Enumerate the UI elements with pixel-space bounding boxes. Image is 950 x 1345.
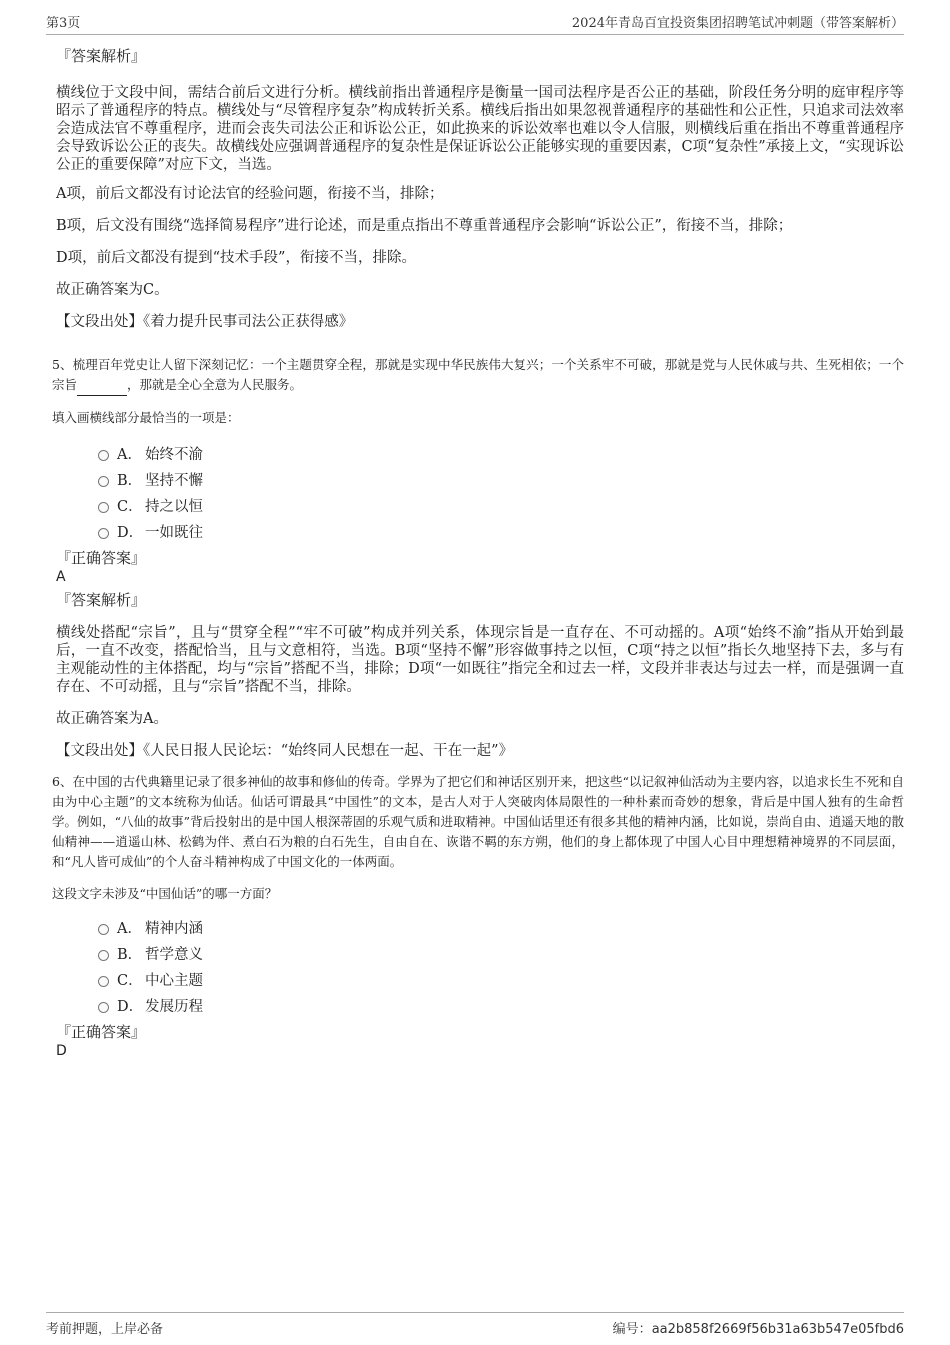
page-header: [46, 12, 904, 35]
option-a[interactable]: A． 始终不渝: [98, 440, 904, 466]
question-4-analysis: [56, 46, 904, 331]
correct-answer: D: [56, 1043, 67, 1059]
option-list: [56, 914, 904, 1018]
source-citation: 【文段出处】《人民日报人民论坛：“始终同人民想在一起、干在一起”》: [56, 743, 514, 759]
analysis-text: 横线处搭配“宗旨”，且与“贯穿全程”“牢不可破”构成并列关系，体现宗旨是一直存在、不可动摇的。A项“始终不渝”指从开始到最后，一直不改变，搭配恰当，且与文意相符，当选。B项“坚持不懈”形容做事持之以恒，C项“持之以恒”指长久地坚持下去，多与有主观能动性的主体搭配，均与“宗旨”搭配不当，排除；D项“一如既往”指完全和过去一样，文段并非表达与过去一样，而是强调一直存在、不可动摇，且与“宗旨”搭配不当，排除。: [56, 625, 904, 695]
question-stem: [52, 355, 904, 396]
radio-button[interactable]: [98, 1002, 109, 1013]
radio-button[interactable]: [98, 528, 109, 539]
question-6: [52, 772, 904, 1060]
radio-button[interactable]: [98, 476, 109, 487]
option-b-analysis: B项，后文没有围绕“选择简易程序”进行论述，而是重点指出不尊重普通程序会影响“诉讼公正”，衔接不当，排除；: [56, 218, 793, 234]
radio-button[interactable]: [98, 924, 109, 935]
question-prompt: 这段文字未涉及“中国仙话”的哪一方面？: [52, 886, 278, 901]
correct-answer: A: [56, 569, 66, 585]
radio-button[interactable]: [98, 502, 109, 513]
option-d[interactable]: D． 一如既往: [98, 518, 904, 544]
document-code: 编号：aa2b858f2669f56b31a63b547e05fbd6: [612, 1322, 904, 1337]
option-a[interactable]: A． 精神内涵: [98, 914, 904, 940]
source-citation: 【文段出处】《着力提升民事司法公正获得感》: [56, 314, 354, 330]
analysis-text: 横线位于文段中间，需结合前后文进行分析。横线前指出普通程序是衡量一国司法程序是否公正的基础，阶段任务分明的庭审程序等昭示了普通程序的特点。横线处与“尽管程序复杂”构成转折关系。横线后指出如果忽视普通程序的基础性和公正性，只追求司法效率会造成法官不尊重程序，进而会丧失司法公正和诉讼公正，如此换来的诉讼效率也难以令人信服，则横线后重在指出不尊重普通程序会导致诉讼公正的丧失。故横线处应强调普通程序的复杂性是保证诉讼公正能够实现的重要因素，C项“复杂性”承接上文，“实现诉讼公正的重要保障”对应下文，当选。: [56, 85, 904, 173]
radio-button[interactable]: [98, 450, 109, 461]
page-content: [52, 44, 904, 1060]
analysis-label: 『答案解析』: [56, 591, 147, 609]
stem-after-blank: ，那就是全心全意为人民服务。: [127, 377, 303, 392]
option-d[interactable]: D． 发展历程: [98, 992, 904, 1018]
option-c[interactable]: C． 中心主题: [98, 966, 904, 992]
option-b[interactable]: B． 坚持不懈: [98, 466, 904, 492]
answer-blank: [77, 375, 127, 396]
document-title: 2024年青岛百宜投资集团招聘笔试冲刺题（带答案解析）: [571, 16, 904, 31]
footer-slogan: 考前押题，上岸必备: [46, 1322, 164, 1337]
page-footer: [46, 1312, 904, 1337]
correct-answer-label: 『正确答案』: [56, 549, 147, 567]
option-d-analysis: D项，前后文都没有提到“技术手段”，衔接不当，排除。: [56, 250, 416, 266]
option-c[interactable]: C． 持之以恒: [98, 492, 904, 518]
question-5: [52, 355, 904, 760]
option-a-analysis: A项，前后文都没有讨论法官的经验问题，衔接不当，排除；: [56, 186, 444, 202]
radio-button[interactable]: [98, 950, 109, 961]
page-number: 第3页: [46, 16, 81, 31]
analysis-label: 『答案解析』: [56, 47, 147, 65]
question-prompt: 填入画横线部分最恰当的一项是：: [52, 410, 240, 425]
correct-answer-label: 『正确答案』: [56, 1023, 147, 1041]
radio-button[interactable]: [98, 976, 109, 987]
question-stem: 6、在中国的古代典籍里记录了很多神仙的故事和修仙的传奇。学界为了把它们和神话区别开来，把这些“以记叙神仙活动为主要内容，以追求长生不死和自由为中心主题”的文本统称为仙话。仙话可谓最具“中国性”的文本，是古人对于人突破肉体局限性的一种朴素而奇妙的想象，背后是中国人独有的生命哲学。例如，“八仙的故事”背后投射出的是中国人根深蒂固的乐观气质和进取精神。中国仙话里还有很多其他的精神内涵，比如说，崇尚自由、逍遥天地的散仙精神——逍遥山林、松鹤为伴、煮白石为粮的白石先生，自由自在、诙谐不羁的东方朔，他们的身上都体现了中国人心目中理想精神境界的不同层面，和“凡人皆可成仙”的个人奋斗精神构成了中国文化的一体两面。: [52, 774, 904, 869]
conclusion: 故正确答案为C。: [56, 282, 169, 298]
option-b[interactable]: B． 哲学意义: [98, 940, 904, 966]
option-list: [56, 440, 904, 544]
conclusion: 故正确答案为A。: [56, 711, 168, 727]
stem-before-blank: 5、梳理百年党史让人留下深刻记忆：一个主题贯穿全程，那就是实现中华民族伟大复兴；一个关系牢不可破，那就是党与人民休戚与共、生死相依；一个宗旨: [52, 357, 904, 392]
